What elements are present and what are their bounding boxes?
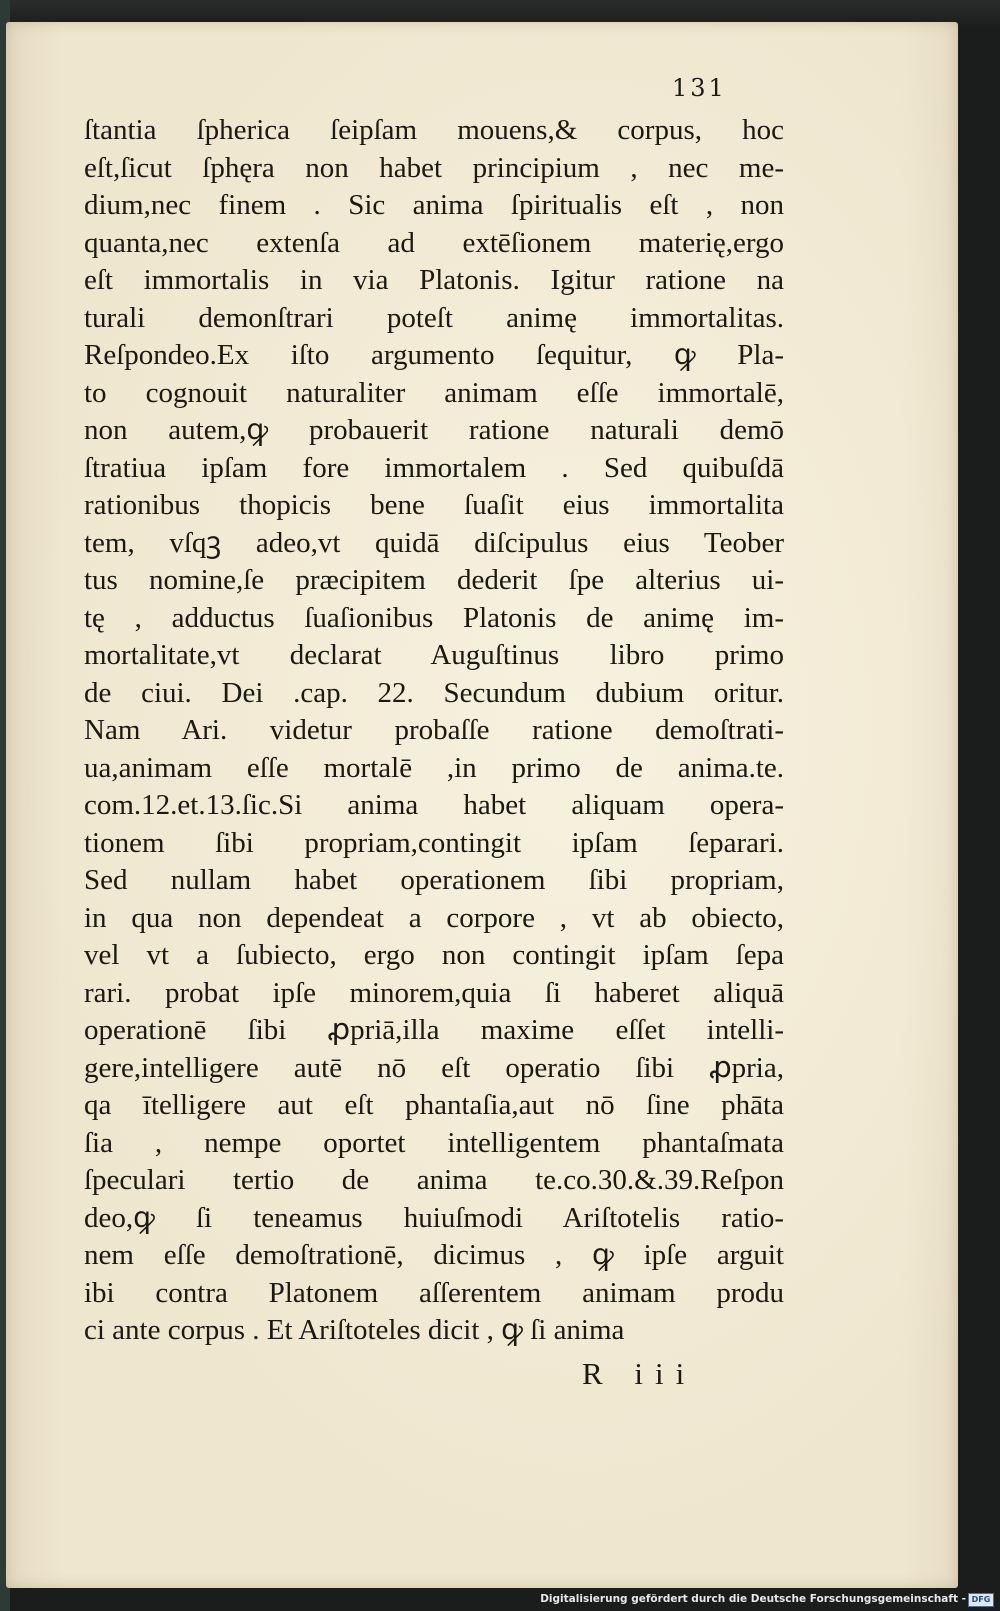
dfg-logo: DFG [968, 1593, 994, 1607]
text-line: ibi contra Platonem aſſerentem animam produ [84, 1276, 784, 1309]
text-line: de ciui. Dei .cap. 22. Secundum dubium oritur. [84, 676, 784, 709]
text-line: rationibus thopicis bene ſuaſit eius immortalita [84, 489, 784, 521]
text-line: deo,ꝙ ſi teneamus huiuſmodi Ariſtotelis ratio- [84, 1201, 784, 1234]
text-line: nem eſſe demoſtrationē, dicimus , ꝙ ipſe arguit [84, 1239, 784, 1271]
text-line: turali demonſtrari poteſt animę immortalitas. [84, 301, 784, 334]
text-line: quanta,nec extenſa ad extēſionem materię,ergo [84, 226, 784, 259]
text-line: in qua non dependeat a corpore , vt ab obiecto, [84, 901, 784, 934]
text-line: mortalitate,vt declarat Auguſtinus libro primo [84, 639, 784, 671]
text-line: ſtantia ſpherica ſeipſam mouens,& corpus, hoc [84, 114, 784, 146]
text-line: gere,intelligere autē nō eſt operatio ſibi ꝓpria, [84, 1051, 784, 1084]
text-line: Sed nullam habet operationem ſibi propriam, [84, 864, 784, 896]
text-line: qa ītelligere aut eſt phantaſia,aut nō ſine phāta [84, 1089, 784, 1121]
text-line: eſt immortalis in via Platonis. Igitur ratione na [84, 264, 784, 296]
body-text [84, 112, 784, 1350]
text-line: ſtratiua ipſam fore immortalem . Sed quibuſdā [84, 451, 784, 484]
text-line: tionem ſibi propriam,contingit ipſam ſeparari. [84, 826, 784, 859]
text-line: eſt,ſicut ſphęra non habet principium , nec me- [84, 151, 784, 184]
text-line: ci ante corpus . Et Ariſtoteles dicit , ꝙ ſi anima [84, 1314, 625, 1346]
text-line: non autem,ꝙ probauerit ratione naturali demō [84, 414, 784, 446]
text-line: to cognouit naturaliter animam eſſe immortalē, [84, 376, 784, 409]
text-line: operationē ſibi ꝓpriā,illa maxime eſſet intelli- [84, 1014, 784, 1046]
text-line: Nam Ari. videtur probaſſe ratione demoſtrati- [84, 714, 784, 746]
text-line: tem, vſqꝫ adeo,vt quidā diſcipulus eius Teober [84, 526, 784, 559]
text-line: vel vt a ſubiecto, ergo non contingit ipſam ſepa [84, 939, 784, 971]
text-line: ſia , nempe oportet intelligentem phantaſmata [84, 1126, 784, 1159]
text-line: rari. probat ipſe minorem,quia ſi haberet aliquā [84, 976, 784, 1009]
text-line: ua,animam eſſe mortalē ,in primo de anima.te. [84, 751, 784, 784]
text-line: com.12.et.13.ſic.Si anima habet aliquam opera- [84, 789, 784, 821]
footer-bar [0, 1590, 1000, 1611]
text-line: tę , adductus ſuaſionibus Platonis de animę im- [84, 601, 784, 634]
text-line: tus nomine,ſe præcipitem dederit ſpe alterius ui- [84, 564, 784, 596]
funding-credit: Digitalisierung gefördert durch die Deutsche Forschungsgemeinschaft - [540, 1593, 966, 1605]
signature-mark: R iii [582, 1356, 697, 1391]
text-line: Reſpondeo.Ex iſto argumento ſequitur, ꝙ Pla- [84, 339, 784, 371]
text-line: ſpeculari tertio de anima te.co.30.&.39.Reſpon [84, 1164, 784, 1196]
page-number: 131 [672, 74, 727, 102]
text-line: dium,nec finem . Sic anima ſpiritualis eſt , non [84, 189, 784, 221]
